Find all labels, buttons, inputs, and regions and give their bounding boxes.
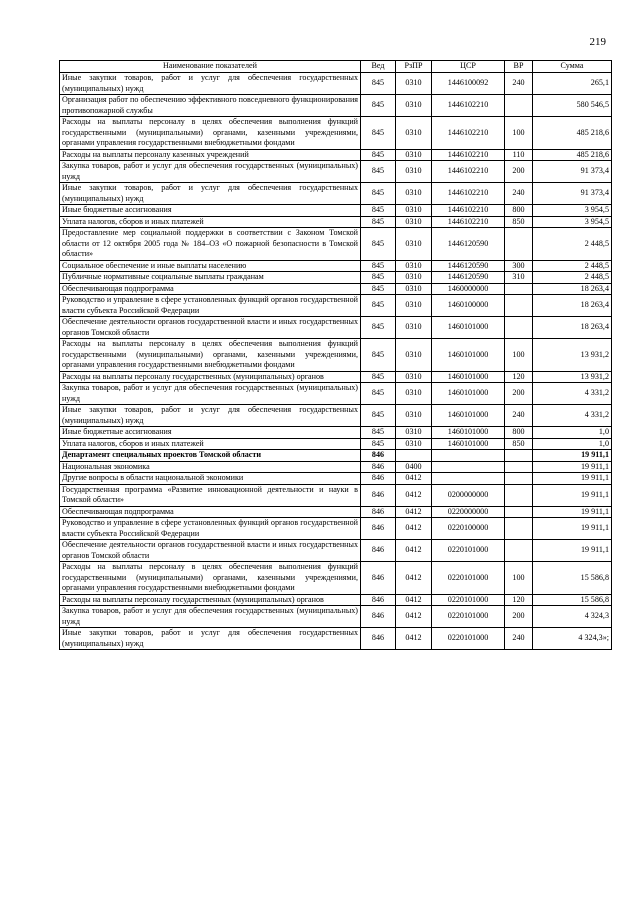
cell-rzpr: 0310 <box>396 73 432 95</box>
cell-ved: 845 <box>361 371 396 383</box>
cell-rzpr: 0310 <box>396 205 432 217</box>
cell-sum: 91 373,4 <box>533 183 612 205</box>
cell-sum: 3 954,5 <box>533 205 612 217</box>
cell-name: Обеспечение деятельности органов государственной власти и иных государственных органов Томской области <box>60 317 361 339</box>
cell-rzpr: 0310 <box>396 183 432 205</box>
cell-csr: 1446102210 <box>432 117 505 150</box>
table-row <box>60 317 612 339</box>
cell-vr: 200 <box>505 161 533 183</box>
cell-ved: 845 <box>361 205 396 217</box>
cell-sum: 2 448,5 <box>533 228 612 261</box>
table-row <box>60 405 612 427</box>
cell-ved: 845 <box>361 228 396 261</box>
cell-sum: 18 263,4 <box>533 295 612 317</box>
cell-ved: 845 <box>361 295 396 317</box>
cell-sum: 485 218,6 <box>533 149 612 161</box>
cell-name: Расходы на выплаты персоналу казенных учреждений <box>60 149 361 161</box>
cell-vr <box>505 473 533 485</box>
cell-vr: 200 <box>505 383 533 405</box>
cell-csr: 1460000000 <box>432 283 505 295</box>
cell-csr: 0220000000 <box>432 506 505 518</box>
cell-ved: 845 <box>361 317 396 339</box>
cell-name: Расходы на выплаты персоналу в целях обеспечения выполнения функций государственными (муниципальными) органами, казенными учреждениями, органами управления государственными внебюджетными фондами <box>60 562 361 595</box>
cell-rzpr: 0310 <box>396 216 432 228</box>
cell-csr: 1446100092 <box>432 73 505 95</box>
cell-vr: 240 <box>505 405 533 427</box>
cell-sum: 19 911,1 <box>533 461 612 473</box>
cell-sum: 19 911,1 <box>533 473 612 485</box>
table-row <box>60 149 612 161</box>
cell-ved: 845 <box>361 438 396 450</box>
cell-csr: 1446102210 <box>432 149 505 161</box>
cell-vr <box>505 283 533 295</box>
cell-csr: 0200000000 <box>432 484 505 506</box>
cell-ved: 845 <box>361 283 396 295</box>
cell-sum: 15 586,8 <box>533 562 612 595</box>
cell-ved: 846 <box>361 518 396 540</box>
cell-csr: 1446120590 <box>432 272 505 284</box>
cell-name: Иные закупки товаров, работ и услуг для обеспечения государственных (муниципальных) нужд <box>60 405 361 427</box>
table-row <box>60 606 612 628</box>
cell-vr: 240 <box>505 628 533 650</box>
cell-name: Расходы на выплаты персоналу в целях обеспечения выполнения функций государственными (муниципальными) органами, казенными учреждениями, органами управления государственными внебюджетными фондами <box>60 117 361 150</box>
cell-name: Уплата налогов, сборов и иных платежей <box>60 216 361 228</box>
cell-rzpr: 0310 <box>396 283 432 295</box>
cell-rzpr: 0310 <box>396 405 432 427</box>
cell-vr: 310 <box>505 272 533 284</box>
table-row <box>60 295 612 317</box>
cell-vr <box>505 317 533 339</box>
cell-rzpr: 0310 <box>396 272 432 284</box>
cell-sum: 4 324,3»; <box>533 628 612 650</box>
cell-ved: 846 <box>361 506 396 518</box>
cell-vr <box>505 540 533 562</box>
cell-csr <box>432 450 505 462</box>
table-row <box>60 473 612 485</box>
table-row <box>60 205 612 217</box>
cell-sum: 91 373,4 <box>533 161 612 183</box>
table-row <box>60 562 612 595</box>
cell-sum: 19 911,1 <box>533 506 612 518</box>
cell-csr <box>432 473 505 485</box>
cell-name: Обеспечивающая подпрограмма <box>60 283 361 295</box>
cell-vr: 300 <box>505 260 533 272</box>
table-row <box>60 450 612 462</box>
table-row <box>60 506 612 518</box>
cell-name: Иные закупки товаров, работ и услуг для обеспечения государственных (муниципальных) нужд <box>60 628 361 650</box>
cell-vr <box>505 518 533 540</box>
cell-csr: 1460101000 <box>432 339 505 372</box>
cell-rzpr: 0412 <box>396 484 432 506</box>
cell-sum: 3 954,5 <box>533 216 612 228</box>
cell-name: Руководство и управление в сфере установленных функций органов государственной власти субъекта Российской Федерации <box>60 518 361 540</box>
cell-csr: 1446102210 <box>432 216 505 228</box>
cell-rzpr: 0412 <box>396 606 432 628</box>
cell-ved: 846 <box>361 450 396 462</box>
cell-csr: 1460100000 <box>432 295 505 317</box>
cell-ved: 846 <box>361 562 396 595</box>
cell-vr <box>505 95 533 117</box>
table-row <box>60 228 612 261</box>
cell-sum: 13 931,2 <box>533 339 612 372</box>
cell-csr: 1446120590 <box>432 260 505 272</box>
cell-rzpr: 0310 <box>396 95 432 117</box>
cell-csr <box>432 461 505 473</box>
cell-vr <box>505 461 533 473</box>
cell-name: Государственная программа «Развитие инновационной деятельности и науки в Томской области» <box>60 484 361 506</box>
table-row <box>60 518 612 540</box>
cell-csr: 0220101000 <box>432 606 505 628</box>
table-row <box>60 594 612 606</box>
table-row <box>60 484 612 506</box>
cell-sum: 19 911,1 <box>533 540 612 562</box>
table-row <box>60 283 612 295</box>
column-header-ved: Вед <box>361 61 396 73</box>
cell-csr: 0220101000 <box>432 562 505 595</box>
cell-csr: 0220101000 <box>432 540 505 562</box>
cell-sum: 580 546,5 <box>533 95 612 117</box>
cell-name: Национальная экономика <box>60 461 361 473</box>
cell-rzpr: 0412 <box>396 473 432 485</box>
cell-vr: 800 <box>505 205 533 217</box>
cell-ved: 846 <box>361 540 396 562</box>
cell-name: Закупка товаров, работ и услуг для обеспечения государственных (муниципальных) нужд <box>60 383 361 405</box>
cell-ved: 846 <box>361 594 396 606</box>
cell-sum: 18 263,4 <box>533 283 612 295</box>
cell-csr: 1446102210 <box>432 161 505 183</box>
cell-sum: 1,0 <box>533 438 612 450</box>
table-row <box>60 95 612 117</box>
cell-vr <box>505 295 533 317</box>
table-row <box>60 427 612 439</box>
table-row <box>60 628 612 650</box>
cell-vr: 240 <box>505 73 533 95</box>
cell-csr: 1460101000 <box>432 438 505 450</box>
cell-name: Расходы на выплаты персоналу в целях обеспечения выполнения функций государственными (муниципальными) органами, казенными учреждениями, органами управления государственными внебюджетными фондами <box>60 339 361 372</box>
cell-vr: 240 <box>505 183 533 205</box>
cell-rzpr: 0310 <box>396 383 432 405</box>
cell-csr: 0220100000 <box>432 518 505 540</box>
cell-vr: 100 <box>505 117 533 150</box>
cell-vr: 100 <box>505 339 533 372</box>
cell-name: Иные бюджетные ассигнования <box>60 205 361 217</box>
cell-sum: 485 218,6 <box>533 117 612 150</box>
table-row <box>60 216 612 228</box>
cell-vr: 850 <box>505 216 533 228</box>
page-number: 219 <box>589 36 606 48</box>
table-row <box>60 272 612 284</box>
cell-name: Иные закупки товаров, работ и услуг для обеспечения государственных (муниципальных) нужд <box>60 73 361 95</box>
table-header-row <box>60 61 612 73</box>
cell-csr: 1460101000 <box>432 317 505 339</box>
cell-csr: 1446102210 <box>432 205 505 217</box>
cell-name: Департамент специальных проектов Томской области <box>60 450 361 462</box>
cell-ved: 845 <box>361 383 396 405</box>
cell-csr: 1446102210 <box>432 95 505 117</box>
cell-vr <box>505 506 533 518</box>
cell-sum: 2 448,5 <box>533 260 612 272</box>
cell-csr: 0220101000 <box>432 628 505 650</box>
cell-csr: 1460101000 <box>432 371 505 383</box>
cell-rzpr: 0310 <box>396 117 432 150</box>
cell-sum: 19 911,1 <box>533 484 612 506</box>
cell-name: Обеспечивающая подпрограмма <box>60 506 361 518</box>
cell-ved: 845 <box>361 117 396 150</box>
cell-ved: 845 <box>361 183 396 205</box>
cell-vr <box>505 228 533 261</box>
cell-sum: 2 448,5 <box>533 272 612 284</box>
cell-rzpr: 0412 <box>396 562 432 595</box>
cell-rzpr: 0310 <box>396 371 432 383</box>
cell-rzpr: 0412 <box>396 594 432 606</box>
cell-csr: 1446120590 <box>432 228 505 261</box>
cell-ved: 845 <box>361 149 396 161</box>
table-row <box>60 540 612 562</box>
cell-csr: 1460101000 <box>432 405 505 427</box>
cell-sum: 19 911,1 <box>533 518 612 540</box>
cell-name: Организация работ по обеспечению эффективного повседневного функционирования противопожарной службы <box>60 95 361 117</box>
cell-name: Предоставление мер социальной поддержки в соответствии с Законом Томской области от 12 октября 2005 года № 184–ОЗ «О пожарной безопасности в Томской области» <box>60 228 361 261</box>
cell-rzpr <box>396 450 432 462</box>
table-row <box>60 117 612 150</box>
table-body <box>60 73 612 650</box>
cell-rzpr: 0310 <box>396 228 432 261</box>
cell-vr <box>505 484 533 506</box>
cell-sum: 4 331,2 <box>533 383 612 405</box>
cell-ved: 845 <box>361 73 396 95</box>
cell-csr: 1446102210 <box>432 183 505 205</box>
cell-sum: 19 911,1 <box>533 450 612 462</box>
table-row <box>60 73 612 95</box>
cell-rzpr: 0310 <box>396 295 432 317</box>
column-header-name: Наименование показателей <box>60 61 361 73</box>
cell-sum: 265,1 <box>533 73 612 95</box>
cell-name: Обеспечение деятельности органов государственной власти и иных государственных органов Томской области <box>60 540 361 562</box>
cell-sum: 13 931,2 <box>533 371 612 383</box>
cell-ved: 846 <box>361 461 396 473</box>
cell-ved: 845 <box>361 272 396 284</box>
table-row <box>60 371 612 383</box>
cell-ved: 845 <box>361 216 396 228</box>
cell-rzpr: 0310 <box>396 317 432 339</box>
cell-name: Закупка товаров, работ и услуг для обеспечения государственных (муниципальных) нужд <box>60 161 361 183</box>
cell-ved: 845 <box>361 339 396 372</box>
cell-rzpr: 0412 <box>396 518 432 540</box>
cell-sum: 4 331,2 <box>533 405 612 427</box>
cell-name: Уплата налогов, сборов и иных платежей <box>60 438 361 450</box>
table-row <box>60 183 612 205</box>
budget-table <box>59 60 612 650</box>
cell-ved: 846 <box>361 484 396 506</box>
cell-vr: 200 <box>505 606 533 628</box>
cell-rzpr: 0400 <box>396 461 432 473</box>
cell-name: Руководство и управление в сфере установленных функций органов государственной власти субъекта Российской Федерации <box>60 295 361 317</box>
cell-csr: 1460101000 <box>432 383 505 405</box>
column-header-sum: Сумма <box>533 61 612 73</box>
cell-rzpr: 0310 <box>396 427 432 439</box>
cell-rzpr: 0310 <box>396 149 432 161</box>
cell-name: Публичные нормативные социальные выплаты гражданам <box>60 272 361 284</box>
cell-rzpr: 0310 <box>396 260 432 272</box>
cell-vr: 800 <box>505 427 533 439</box>
cell-rzpr: 0412 <box>396 540 432 562</box>
cell-ved: 845 <box>361 427 396 439</box>
cell-ved: 846 <box>361 606 396 628</box>
cell-name: Другие вопросы в области национальной экономики <box>60 473 361 485</box>
cell-rzpr: 0310 <box>396 339 432 372</box>
cell-csr: 1460101000 <box>432 427 505 439</box>
cell-name: Закупка товаров, работ и услуг для обеспечения государственных (муниципальных) нужд <box>60 606 361 628</box>
cell-sum: 15 586,8 <box>533 594 612 606</box>
table-row <box>60 461 612 473</box>
cell-sum: 18 263,4 <box>533 317 612 339</box>
cell-rzpr: 0310 <box>396 438 432 450</box>
table-row <box>60 339 612 372</box>
cell-sum: 4 324,3 <box>533 606 612 628</box>
table-row <box>60 383 612 405</box>
column-header-vr: ВР <box>505 61 533 73</box>
cell-rzpr: 0310 <box>396 161 432 183</box>
cell-csr: 0220101000 <box>432 594 505 606</box>
cell-name: Иные закупки товаров, работ и услуг для обеспечения государственных (муниципальных) нужд <box>60 183 361 205</box>
cell-ved: 846 <box>361 473 396 485</box>
cell-rzpr: 0412 <box>396 628 432 650</box>
cell-sum: 1,0 <box>533 427 612 439</box>
cell-vr: 120 <box>505 594 533 606</box>
cell-name: Иные бюджетные ассигнования <box>60 427 361 439</box>
cell-ved: 846 <box>361 628 396 650</box>
cell-vr: 110 <box>505 149 533 161</box>
cell-vr: 120 <box>505 371 533 383</box>
cell-name: Расходы на выплаты персоналу государственных (муниципальных) органов <box>60 371 361 383</box>
table-row <box>60 438 612 450</box>
cell-vr <box>505 450 533 462</box>
cell-vr: 100 <box>505 562 533 595</box>
cell-ved: 845 <box>361 260 396 272</box>
cell-ved: 845 <box>361 405 396 427</box>
cell-rzpr: 0412 <box>396 506 432 518</box>
cell-name: Социальное обеспечение и иные выплаты населению <box>60 260 361 272</box>
table-row <box>60 260 612 272</box>
cell-ved: 845 <box>361 161 396 183</box>
column-header-csr: ЦСР <box>432 61 505 73</box>
cell-vr: 850 <box>505 438 533 450</box>
table-row <box>60 161 612 183</box>
cell-ved: 845 <box>361 95 396 117</box>
column-header-rzpr: РзПР <box>396 61 432 73</box>
cell-name: Расходы на выплаты персоналу государственных (муниципальных) органов <box>60 594 361 606</box>
